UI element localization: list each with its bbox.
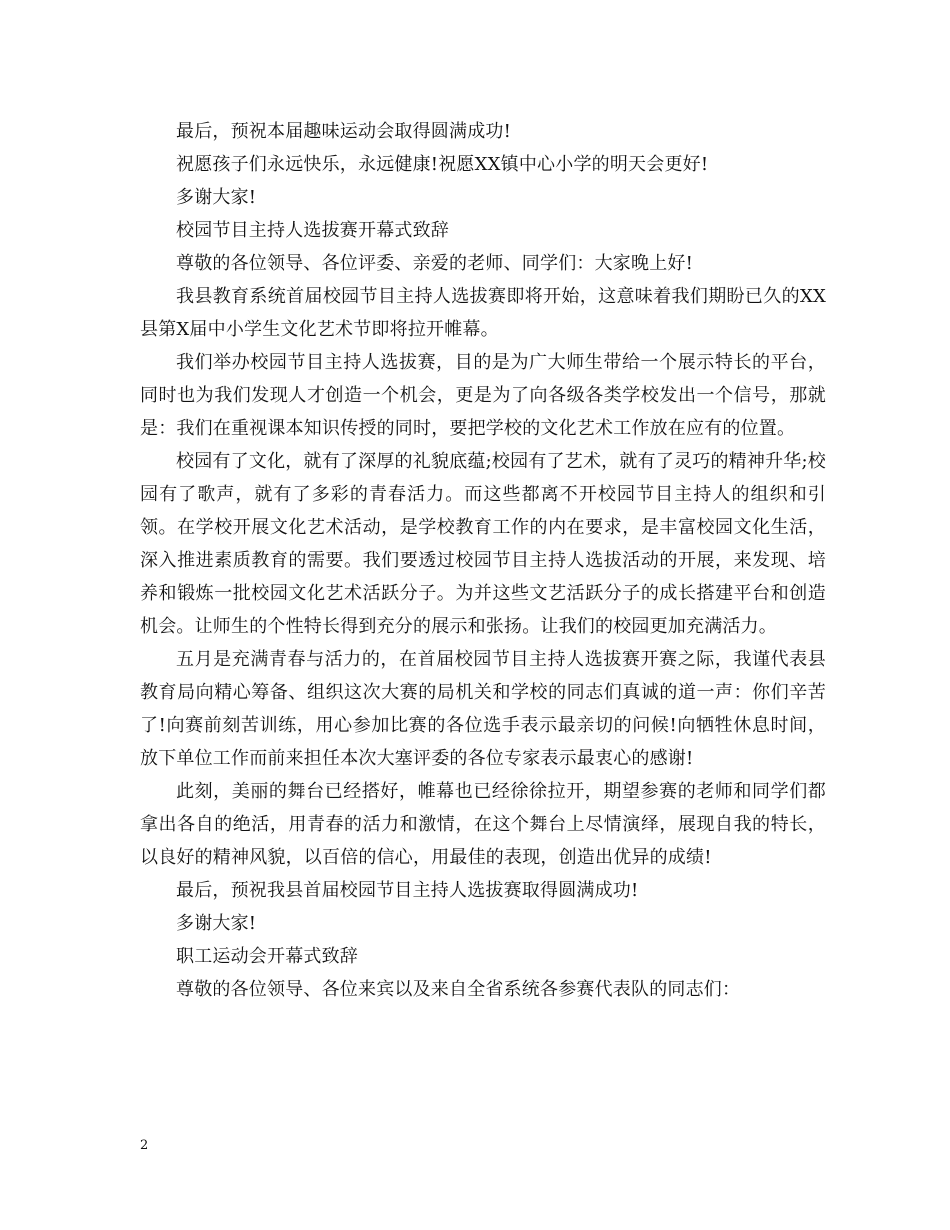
document-body [140,115,826,1006]
section-title-staff-sports: 职工运动会开幕式致辞 [176,946,358,967]
paragraph-blessing: 祝愿孩子们永远快乐，永远健康!祝愿XX镇中心小学的明天会更好! [176,154,709,175]
paragraph-opening: 我县教育系统首届校园节目主持人选拔赛即将开始，这意味着我们期盼已久的XX县第X届中小学生文化艺术节即将拉开帷幕。 [140,286,826,340]
paragraph-final-wish: 最后，预祝我县首届校园节目主持人选拔赛取得圆满成功! [176,880,639,901]
paragraph-culture: 校园有了文化，就有了深厚的礼貌底蕴;校园有了艺术，就有了灵巧的精神升华;校园有了歌声，就有了多彩的青春活力。而这些都离不开校园节目主持人的组织和引领。在学校开展文化艺术活动，是学校教育工作的内在要求，是丰富校园文化生活，深入推进素质教育的需要。我们要透过校园节目主持人选拔活动的开展，来发现、培养和锻炼一批校园文化艺术活跃分子。为并这些文艺活跃分子的成长搭建平台和创造机会。让师生的个性特长得到充分的展示和张扬。让我们的校园更加充满活力。 [140,451,826,637]
paragraph-thanks-2: 多谢大家! [176,913,257,934]
page-number: 2 [140,1138,149,1153]
paragraph-stage: 此刻，美丽的舞台已经搭好，帷幕也已经徐徐拉开，期望参赛的老师和同学们都拿出各自的绝活，用青春的活力和激情，在这个舞台上尽情演绎，展现自我的特长，以良好的精神风貌，以百倍的信心，用最佳的表现，创造出优异的成绩! [140,781,826,868]
paragraph-staff-greeting: 尊敬的各位领导、各位来宾以及来自全省系统各参赛代表队的同志们： [176,979,741,1000]
paragraph-greeting: 尊敬的各位领导、各位评委、亲爱的老师、同学们：大家晚上好! [176,253,694,274]
paragraph-closing-wish: 最后，预祝本届趣味运动会取得圆满成功! [176,121,512,142]
paragraph-may: 五月是充满青春与活力的，在首届校园节目主持人选拔赛开赛之际，我谨代表县教育局向精心筹备、组织这次大赛的局机关和学校的同志们真诚的道一声：你们辛苦了!向赛前刻苦训练，用心参加比赛的各位选手表示最亲切的问候!向牺牲休息时间，放下单位工作而前来担任本次大塞评委的各位专家表示最衷心的感谢! [140,649,826,769]
paragraph-purpose: 我们举办校园节目主持人选拔赛，目的是为广大师生带给一个展示特长的平台，同时也为我们发现人才创造一个机会，更是为了向各级各类学校发出一个信号，那就是：我们在重视课本知识传授的同时，要把学校的文化艺术工作放在应有的位置。 [140,352,826,439]
section-title-host-selection: 校园节目主持人选拔赛开幕式致辞 [176,220,449,241]
paragraph-thanks: 多谢大家! [176,187,257,208]
